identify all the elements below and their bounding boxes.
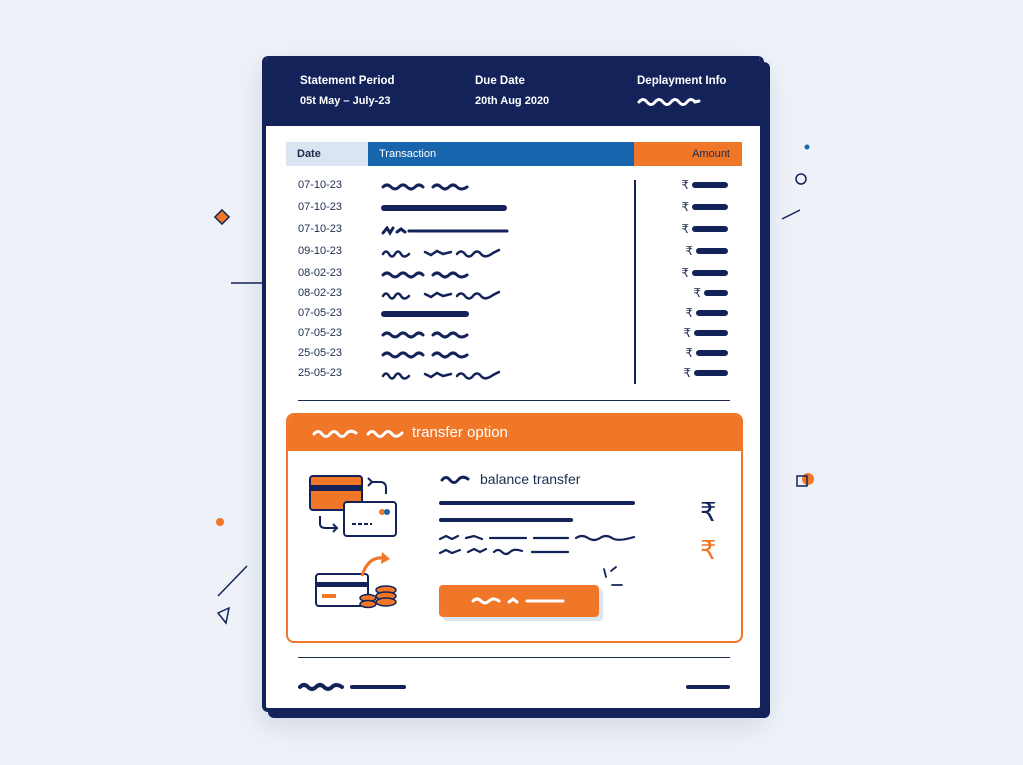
table-row bbox=[266, 344, 760, 364]
redacted-scribble bbox=[381, 226, 511, 236]
redacted-bar bbox=[439, 518, 573, 522]
row-date: 07-10-23 bbox=[298, 223, 343, 235]
redacted-bar bbox=[696, 350, 728, 356]
row-date: 09-10-23 bbox=[298, 245, 343, 257]
table-row bbox=[266, 304, 760, 324]
row-date: 08-02-23 bbox=[298, 287, 343, 299]
deployment-info bbox=[637, 75, 726, 106]
row-amount bbox=[681, 222, 728, 236]
currency-symbol: ₹ bbox=[685, 244, 693, 258]
table-row bbox=[266, 364, 760, 384]
row-amount bbox=[683, 326, 728, 340]
column-header-amount: Amount bbox=[634, 142, 742, 166]
section-divider bbox=[298, 400, 730, 401]
table-row bbox=[266, 198, 760, 218]
redacted-scribble bbox=[471, 596, 567, 606]
currency-symbol: ₹ bbox=[693, 286, 701, 300]
rupee-symbol: ₹ bbox=[700, 497, 717, 527]
currency-symbol: ₹ bbox=[683, 326, 691, 340]
due-date bbox=[475, 75, 549, 107]
due-date-value: 20th Aug 2020 bbox=[475, 95, 550, 107]
section-divider bbox=[298, 657, 730, 658]
currency-symbol: ₹ bbox=[685, 346, 693, 360]
row-amount bbox=[685, 306, 728, 320]
redacted-bar bbox=[692, 204, 728, 210]
statement-period-label: Statement Period bbox=[300, 75, 395, 87]
redacted-scribble bbox=[381, 290, 503, 300]
rupee-symbol-accent: ₹ bbox=[700, 535, 717, 565]
column-header-transaction: Transaction bbox=[368, 142, 634, 166]
row-date: 25-05-23 bbox=[298, 367, 343, 379]
row-amount bbox=[681, 266, 728, 280]
statement-period-value: 05t May – July-23 bbox=[300, 95, 391, 107]
redacted-bar bbox=[704, 290, 728, 296]
row-date: 07-05-23 bbox=[298, 327, 343, 339]
redacted-bar bbox=[694, 370, 728, 376]
row-amount bbox=[683, 366, 728, 380]
redacted-scribble bbox=[438, 533, 638, 563]
currency-symbol: ₹ bbox=[681, 266, 689, 280]
redacted-bar bbox=[694, 330, 728, 336]
currency-symbol: ₹ bbox=[683, 366, 691, 380]
transfer-option-title: transfer option bbox=[412, 424, 508, 441]
row-amount bbox=[681, 178, 728, 192]
redacted-bar bbox=[696, 248, 728, 254]
table-row bbox=[266, 264, 760, 284]
row-date: 07-10-23 bbox=[298, 201, 343, 213]
redacted-scribble bbox=[440, 474, 472, 484]
transfer-action-button[interactable] bbox=[439, 585, 599, 617]
redacted-scribble bbox=[381, 270, 473, 280]
column-divider bbox=[634, 180, 636, 384]
deployment-info-label: Deplayment Info bbox=[637, 75, 727, 87]
redacted-bar bbox=[692, 182, 728, 188]
balance-transfer-title: balance transfer bbox=[480, 471, 581, 487]
statement-card bbox=[262, 56, 764, 712]
table-row bbox=[266, 242, 760, 262]
redacted-bar bbox=[692, 226, 728, 232]
balance-transfer-heading bbox=[440, 471, 580, 487]
footer-redacted bbox=[298, 680, 730, 694]
currency-symbol: ₹ bbox=[681, 222, 689, 236]
table-row bbox=[266, 284, 760, 304]
statement-header bbox=[266, 56, 760, 126]
table-row bbox=[266, 324, 760, 344]
redacted-scribble bbox=[381, 248, 503, 258]
redacted-bar bbox=[381, 311, 469, 317]
redacted-scribble bbox=[312, 428, 406, 438]
transfer-option-bar bbox=[288, 415, 741, 451]
redacted-scribble bbox=[381, 350, 473, 360]
column-header-date: Date bbox=[286, 142, 368, 166]
redacted-bar bbox=[381, 205, 507, 211]
sparkle-icon bbox=[600, 565, 626, 591]
redacted-bar bbox=[439, 501, 635, 505]
card-transfer-icon bbox=[310, 476, 396, 536]
currency-symbol: ₹ bbox=[685, 306, 693, 320]
redacted-bar bbox=[692, 270, 728, 276]
row-amount bbox=[693, 286, 728, 300]
redacted-scribble bbox=[381, 182, 473, 192]
row-amount bbox=[685, 346, 728, 360]
redacted-bar bbox=[696, 310, 728, 316]
row-date: 25-05-23 bbox=[298, 347, 343, 359]
redacted-scribble bbox=[637, 96, 701, 106]
row-amount bbox=[685, 244, 728, 258]
transfer-option-panel bbox=[286, 413, 743, 643]
currency-symbol: ₹ bbox=[681, 178, 689, 192]
table-row bbox=[266, 220, 760, 240]
table-header bbox=[286, 142, 742, 166]
card-coins-icon bbox=[316, 552, 396, 608]
due-date-label: Due Date bbox=[475, 75, 525, 87]
row-date: 08-02-23 bbox=[298, 267, 343, 279]
redacted-scribble bbox=[381, 370, 503, 380]
row-date: 07-05-23 bbox=[298, 307, 343, 319]
row-date: 07-10-23 bbox=[298, 179, 343, 191]
currency-symbol: ₹ bbox=[681, 200, 689, 214]
redacted-scribble bbox=[381, 330, 473, 340]
row-amount bbox=[681, 200, 728, 214]
transfer-illustrations bbox=[308, 472, 418, 622]
table-row bbox=[266, 176, 760, 196]
statement-period bbox=[300, 75, 395, 107]
